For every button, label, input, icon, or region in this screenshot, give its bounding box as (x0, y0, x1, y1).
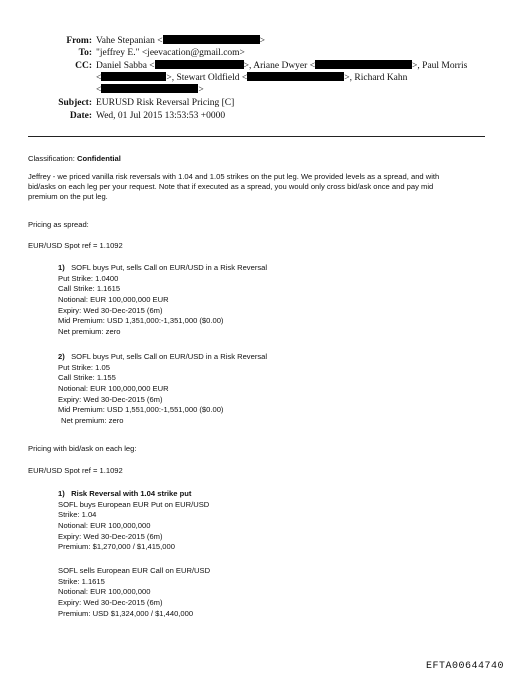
date-label: Date: (69, 111, 92, 121)
pricing-bidask-heading: Pricing with bid/ask on each leg: (28, 444, 137, 453)
redaction-block (101, 84, 198, 93)
block-line: Notional: EUR 100,000,000 EUR (58, 384, 169, 394)
cc-line-1: Daniel Sabba < >, Ariane Dwyer < >, Paul Morris (96, 61, 468, 71)
classification-line (28, 154, 121, 164)
spot-ref: EUR/USD Spot ref = 1.1092 (28, 466, 123, 475)
block-number: 1) (58, 263, 65, 272)
intro-line: Jeffrey - we priced vanilla risk reversals with 1.04 and 1.05 strikes on the put leg. We provided levels as a spread, and with (28, 172, 440, 181)
classification-value: Confidential (76, 154, 121, 163)
block-line: Mid Premium: USD 1,351,000:-1,351,000 ($0.00) (58, 316, 224, 326)
from-label: From: (66, 36, 92, 46)
classification-label: Classification: (28, 154, 75, 163)
block-number: 2) (58, 352, 65, 361)
date-value: Wed, 01 Jul 2015 13:53:53 +0000 (96, 111, 226, 121)
block-line: Net premium: zero (58, 327, 121, 337)
block-title: SOFL buys Put, sells Call on EUR/USD in a Risk Reversal (71, 352, 268, 361)
block-line: Mid Premium: USD 1,551,000:-1,551,000 ($0.00) (58, 405, 224, 415)
block-line: Expiry: Wed 30-Dec-2015 (6m) (58, 598, 163, 608)
block-title: SOFL buys Put, sells Call on EUR/USD in a Risk Reversal (71, 263, 268, 272)
block-line: Net premium: zero (61, 416, 124, 426)
block-line: SOFL buys European EUR Put on EUR/USD (58, 499, 210, 509)
subject-label: Subject: (58, 98, 92, 108)
from-value: Vahe Stepanian < > (96, 36, 265, 46)
block-line: Expiry: Wed 30-Dec-2015 (6m) (58, 394, 163, 404)
cc-label: CC: (75, 61, 92, 71)
redaction-block (101, 72, 166, 81)
redaction-block (315, 60, 412, 69)
block-line: Premium: USD $1,324,000 / $1,440,000 (58, 608, 194, 618)
to-label: To: (78, 48, 92, 58)
document-id: EFTA00644740 (425, 661, 504, 672)
block-line: Expiry: Wed 30-Dec-2015 (6m) (58, 531, 163, 541)
block-title-row (58, 352, 267, 363)
block-line: Call Strike: 1.155 (58, 373, 116, 383)
cc-line-3: < > (96, 85, 204, 95)
block-line: Put Strike: 1.05 (58, 362, 110, 372)
block-number: 1) (58, 489, 65, 498)
block-line: Notional: EUR 100,000,000 (58, 521, 151, 531)
cc-line-2: < >, Stewart Oldfield < >, Richard Kahn (96, 73, 408, 83)
block-title: Risk Reversal with 1.04 strike put (71, 489, 192, 498)
block-line: SOFL sells European EUR Call on EUR/USD (58, 566, 211, 575)
header-divider (28, 136, 485, 137)
block-line: Strike: 1.1615 (58, 576, 105, 586)
block-line: Premium: $1,270,000 / $1,415,000 (58, 542, 175, 552)
block-line: Call Strike: 1.1615 (58, 284, 121, 294)
block-title-row (58, 263, 267, 274)
block-line: Notional: EUR 100,000,000 EUR (58, 295, 169, 305)
redaction-block (155, 60, 244, 69)
intro-line: premium on the put leg. (28, 192, 108, 202)
intro-paragraph (28, 172, 488, 203)
intro-line: bid/asks on each leg per your request. Note that if executed as a spread, you would only cross bid/ask once and pay mid (28, 182, 434, 192)
block-line: Expiry: Wed 30-Dec-2015 (6m) (58, 305, 163, 315)
block-title-row (58, 489, 209, 500)
block-line: Notional: EUR 100,000,000 (58, 587, 151, 597)
quote-block-4 (58, 566, 210, 619)
block-line: Put Strike: 1.0400 (58, 273, 119, 283)
spot-ref: EUR/USD Spot ref = 1.1092 (28, 241, 123, 250)
redaction-block (163, 35, 260, 44)
block-line: Strike: 1.04 (58, 510, 97, 520)
quote-block-1 (58, 263, 267, 338)
pricing-spread-heading: Pricing as spread: (28, 220, 89, 229)
subject-value: EURUSD Risk Reversal Pricing [C] (96, 98, 235, 108)
to-value: "jeffrey E." <jeevacation@gmail.com> (96, 48, 245, 58)
redaction-block (247, 72, 344, 81)
quote-block-3 (58, 489, 209, 553)
quote-block-2 (58, 352, 267, 427)
